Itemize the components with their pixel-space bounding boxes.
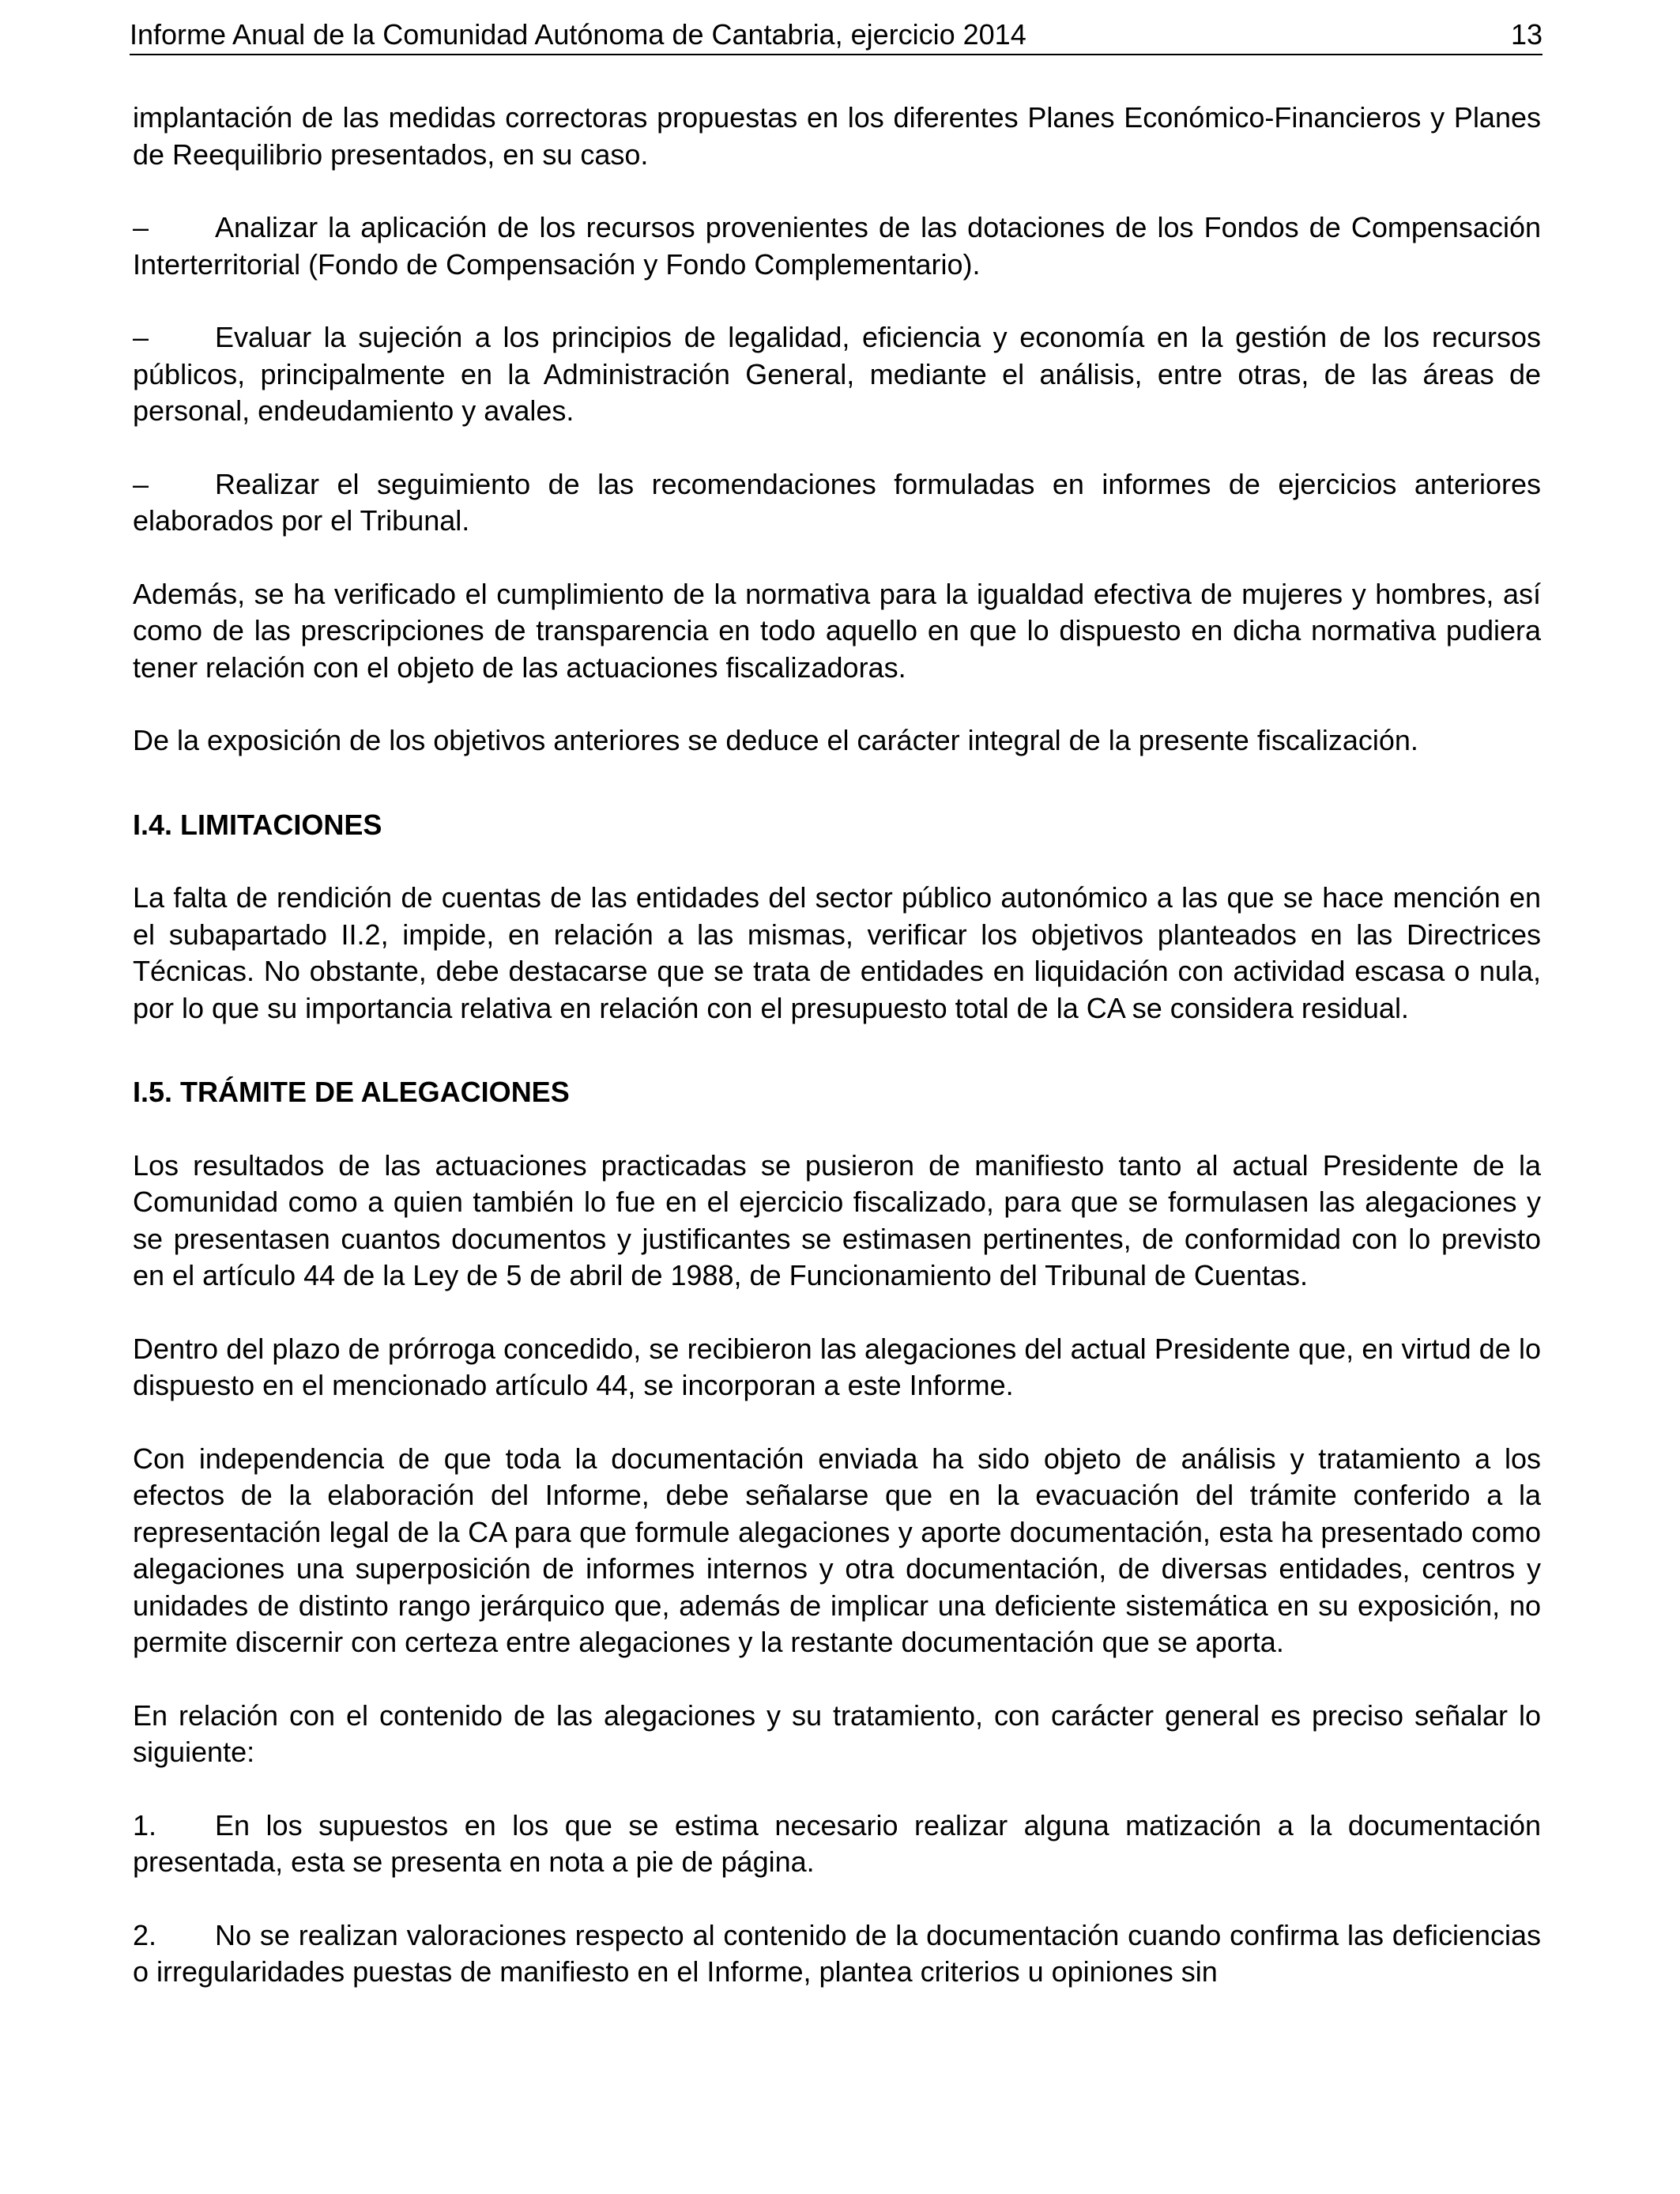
list-item-text: Analizar la aplicación de los recursos provenientes de las dotaciones de los Fondos de Compensación Interterritorial (Fondo de Compensación y Fondo Complementario). — [133, 211, 1541, 281]
page-header — [130, 17, 1543, 55]
paragraph: En relación con el contenido de las alegaciones y su tratamiento, con carácter general es preciso señalar lo siguiente: — [133, 1698, 1541, 1768]
list-item-text: Realizar el seguimiento de las recomendaciones formuladas en informes de ejercicios anteriores elaborados por el Tribunal. — [133, 467, 1541, 537]
paragraph: Los resultados de las actuaciones practicadas se pusieron de manifiesto tanto al actual Presidente de la Comunidad como a quien también lo fue en el ejercicio fiscalizado, para que se formulasen las alegaciones y se presentasen cuantos documentos y justificantes se estimasen pertinentes, de conformidad con lo previsto en el artículo 44 de la Ley de 5 de abril de 1988, de Funcionamiento del Tribunal de Cuentas. — [133, 1148, 1541, 1291]
list-item-text: En los supuestos en los que se estima necesario realizar alguna matización a la documentación presentada, esta se presenta en nota a pie de página. — [133, 1808, 1541, 1878]
section-heading-alegaciones: I.5. TRÁMITE DE ALEGACIONES — [133, 1076, 570, 1108]
section-heading-limitaciones: I.4. LIMITACIONES — [133, 808, 382, 841]
dash-list-item — [133, 319, 1541, 430]
paragraph: Con independencia de que toda la documentación enviada ha sido objeto de análisis y tratamiento a los efectos de la elaboración del Informe, debe señalarse que en la evacuación del trámite conferido a la representación legal de la CA para que formule alegaciones y aporte documentación, esta ha presentado como alegaciones una superposición de informes internos y otra documentación, de diversas entidades, centros y unidades de distinto rango jerárquico que, además de implicar una deficiente sistemática en su exposición, no permite discernir con certeza entre alegaciones y la restante documentación que se aporta. — [133, 1442, 1541, 1658]
dash-bullet: – — [133, 321, 149, 353]
paragraph: Además, se ha verificado el cumplimiento de la normativa para la igualdad efectiva de mujeres y hombres, así como de las prescripciones de transparencia en todo aquello en que lo dispuesto en dicha normativa pudiera tener relación con el objeto de las actuaciones fiscalizadoras. — [133, 577, 1541, 684]
header-title: Informe Anual de la Comunidad Autónoma de Cantabria, ejercicio 2014 — [130, 18, 1026, 51]
paragraph: implantación de las medidas correctoras propuestas en los diferentes Planes Económico-Financieros y Planes de Reequilibrio presentados, en su caso. — [133, 101, 1541, 171]
paragraph: Dentro del plazo de prórroga concedido, se recibieron las alegaciones del actual Presidente que, en virtud de lo dispuesto en el mencionado artículo 44, se incorporan a este Informe. — [133, 1332, 1541, 1401]
list-item-text: Evaluar la sujeción a los principios de legalidad, eficiencia y economía en la gestión de los recursos públicos, principalmente en la Administración General, mediante el análisis, entre otras, de las áreas de personal, endeudamiento y avales. — [133, 321, 1541, 427]
dash-list-item — [133, 466, 1541, 540]
page-number: 13 — [1510, 18, 1543, 51]
dash-bullet: – — [133, 211, 149, 243]
list-item-text: No se realizan valoraciones respecto al contenido de la documentación cuando confirma las deficiencias o irregularidades puestas de manifiesto en el Informe, plantea criterios u opiniones sin — [133, 1918, 1541, 1988]
dash-list-item — [133, 209, 1541, 283]
list-number: 1. — [133, 1808, 157, 1842]
numbered-list-item — [133, 1808, 1541, 1881]
dash-bullet: – — [133, 467, 149, 500]
document-body — [133, 100, 1541, 2027]
numbered-list-item — [133, 1917, 1541, 1991]
list-number: 2. — [133, 1918, 157, 1951]
paragraph: De la exposición de los objetivos anteriores se deduce el carácter integral de la presente fiscalización. — [133, 724, 1418, 756]
paragraph: La falta de rendición de cuentas de las entidades del sector público autonómico a las que se hace mención en el subapartado II.2, impide, en relación a las mismas, verificar los objetivos planteados en las Directrices Técnicas. No obstante, debe destacarse que se trata de entidades en liquidación con actividad escasa o nula, por lo que su importancia relativa en relación con el presupuesto total de la CA se considera residual. — [133, 881, 1541, 1024]
